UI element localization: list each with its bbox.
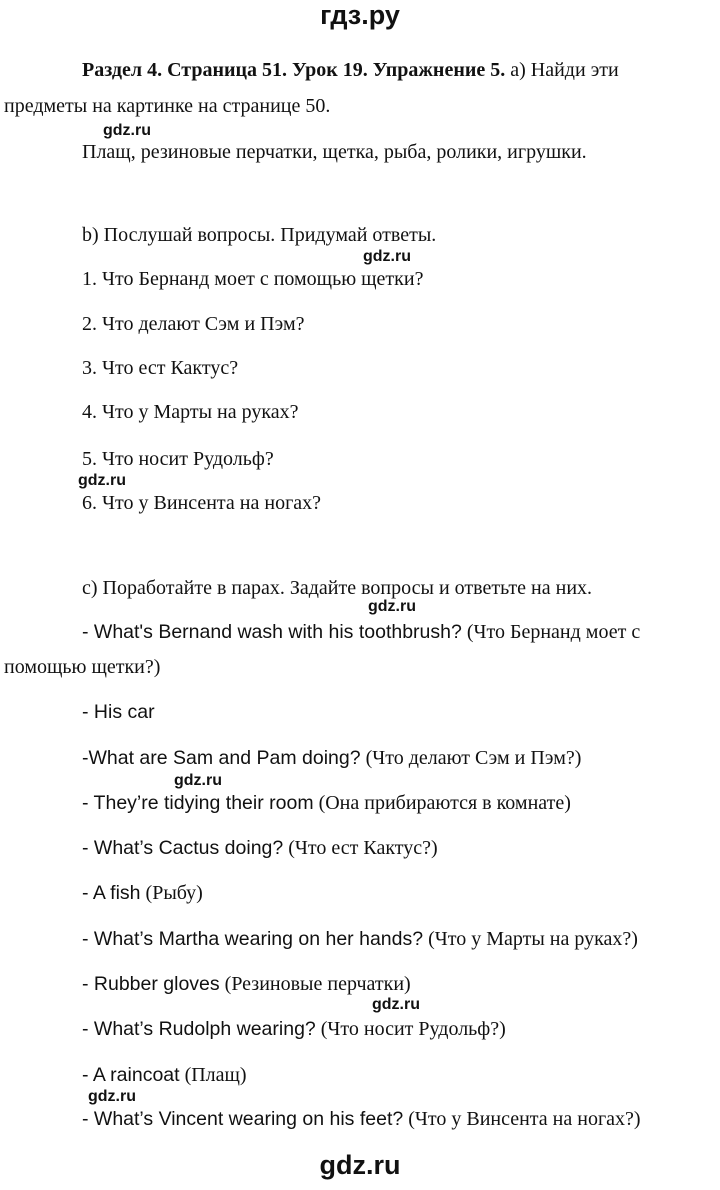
dialogue-ru: (Что носит Рудольф?) (315, 1018, 506, 1040)
dialogue-ru: (Что ест Кактус?) (283, 837, 438, 859)
dialogue-ru: (Что Бернанд моет с (461, 621, 641, 643)
dialogue-line (82, 1063, 247, 1087)
dialogue-ru: помощью щетки?) (4, 656, 161, 678)
dialogue-line (82, 746, 581, 770)
dialogue-line (82, 836, 438, 860)
watermark: gdz.ru (174, 772, 222, 789)
part-b-heading: b) Послушай вопросы. Придумай ответы. (82, 224, 437, 246)
dialogue-en: - A fish (82, 882, 141, 904)
dialogue-line (82, 620, 640, 644)
exercise-heading-continuation: предметы на картинке на странице 50. (4, 95, 331, 117)
dialogue-line (82, 700, 155, 724)
dialogue-line (82, 791, 571, 815)
dialogue-en: - They’re tidying their room (82, 792, 314, 814)
dialogue-en: - His car (82, 701, 155, 723)
watermark: gdz.ru (88, 1088, 136, 1105)
dialogue-ru: (Плащ) (179, 1064, 247, 1086)
dialogue-en: - What’s Martha wearing on her hands? (82, 928, 424, 950)
question-4: 4. Что у Марты на руках? (82, 401, 299, 423)
dialogue-ru: (Резиновые перчатки) (219, 973, 411, 995)
watermark: gdz.ru (103, 122, 151, 139)
site-footer: gdz.ru (319, 1150, 401, 1180)
dialogue-ru: (Она прибираются в комнате) (313, 792, 571, 814)
question-6: 6. Что у Винсента на ногах? (82, 492, 322, 514)
items-list: Плащ, резиновые перчатки, щетка, рыба, ролики, игрушки. (82, 141, 587, 163)
dialogue-ru: (Что у Марты на руках?) (423, 928, 638, 950)
dialogue-line (82, 927, 638, 951)
exercise-heading (82, 58, 619, 82)
dialogue-ru: (Что у Винсента на ногах?) (403, 1108, 641, 1130)
dialogue-line (82, 972, 411, 996)
site-title: гдз.ру (320, 0, 400, 30)
question-3: 3. Что ест Кактус? (82, 357, 239, 379)
dialogue-en: - What’s Rudolph wearing? (82, 1018, 316, 1040)
question-2: 2. Что делают Сэм и Пэм? (82, 313, 305, 335)
watermark: gdz.ru (372, 996, 420, 1013)
dialogue-ru: (Что делают Сэм и Пэм?) (360, 747, 582, 769)
dialogue-en: -What are Sam and Pam doing? (82, 747, 361, 769)
dialogue-line (82, 881, 203, 905)
question-1: 1. Что Бернанд моет с помощью щетки? (82, 268, 424, 290)
watermark: gdz.ru (78, 472, 126, 489)
dialogue-en: - What’s Cactus doing? (82, 837, 284, 859)
watermark: gdz.ru (363, 248, 411, 265)
dialogue-en: - What’s Vincent wearing on his feet? (82, 1108, 404, 1130)
exercise-heading-bold: Раздел 4. Страница 51. Урок 19. Упражнение 5. (82, 59, 506, 81)
question-5: 5. Что носит Рудольф? (82, 448, 274, 470)
part-c-heading: c) Поработайте в парах. Задайте вопросы и ответьте на них. (82, 577, 593, 599)
dialogue-en: - What's Bernand wash with his toothbrush? (82, 621, 462, 643)
dialogue-en: - A raincoat (82, 1064, 180, 1086)
dialogue-line (4, 655, 160, 679)
dialogue-line (82, 1017, 506, 1041)
dialogue-ru: (Рыбу) (140, 882, 203, 904)
dialogue-line (82, 1107, 641, 1131)
watermark: gdz.ru (368, 598, 416, 615)
exercise-heading-rest: а) Найди эти (505, 59, 619, 81)
dialogue-en: - Rubber gloves (82, 973, 220, 995)
